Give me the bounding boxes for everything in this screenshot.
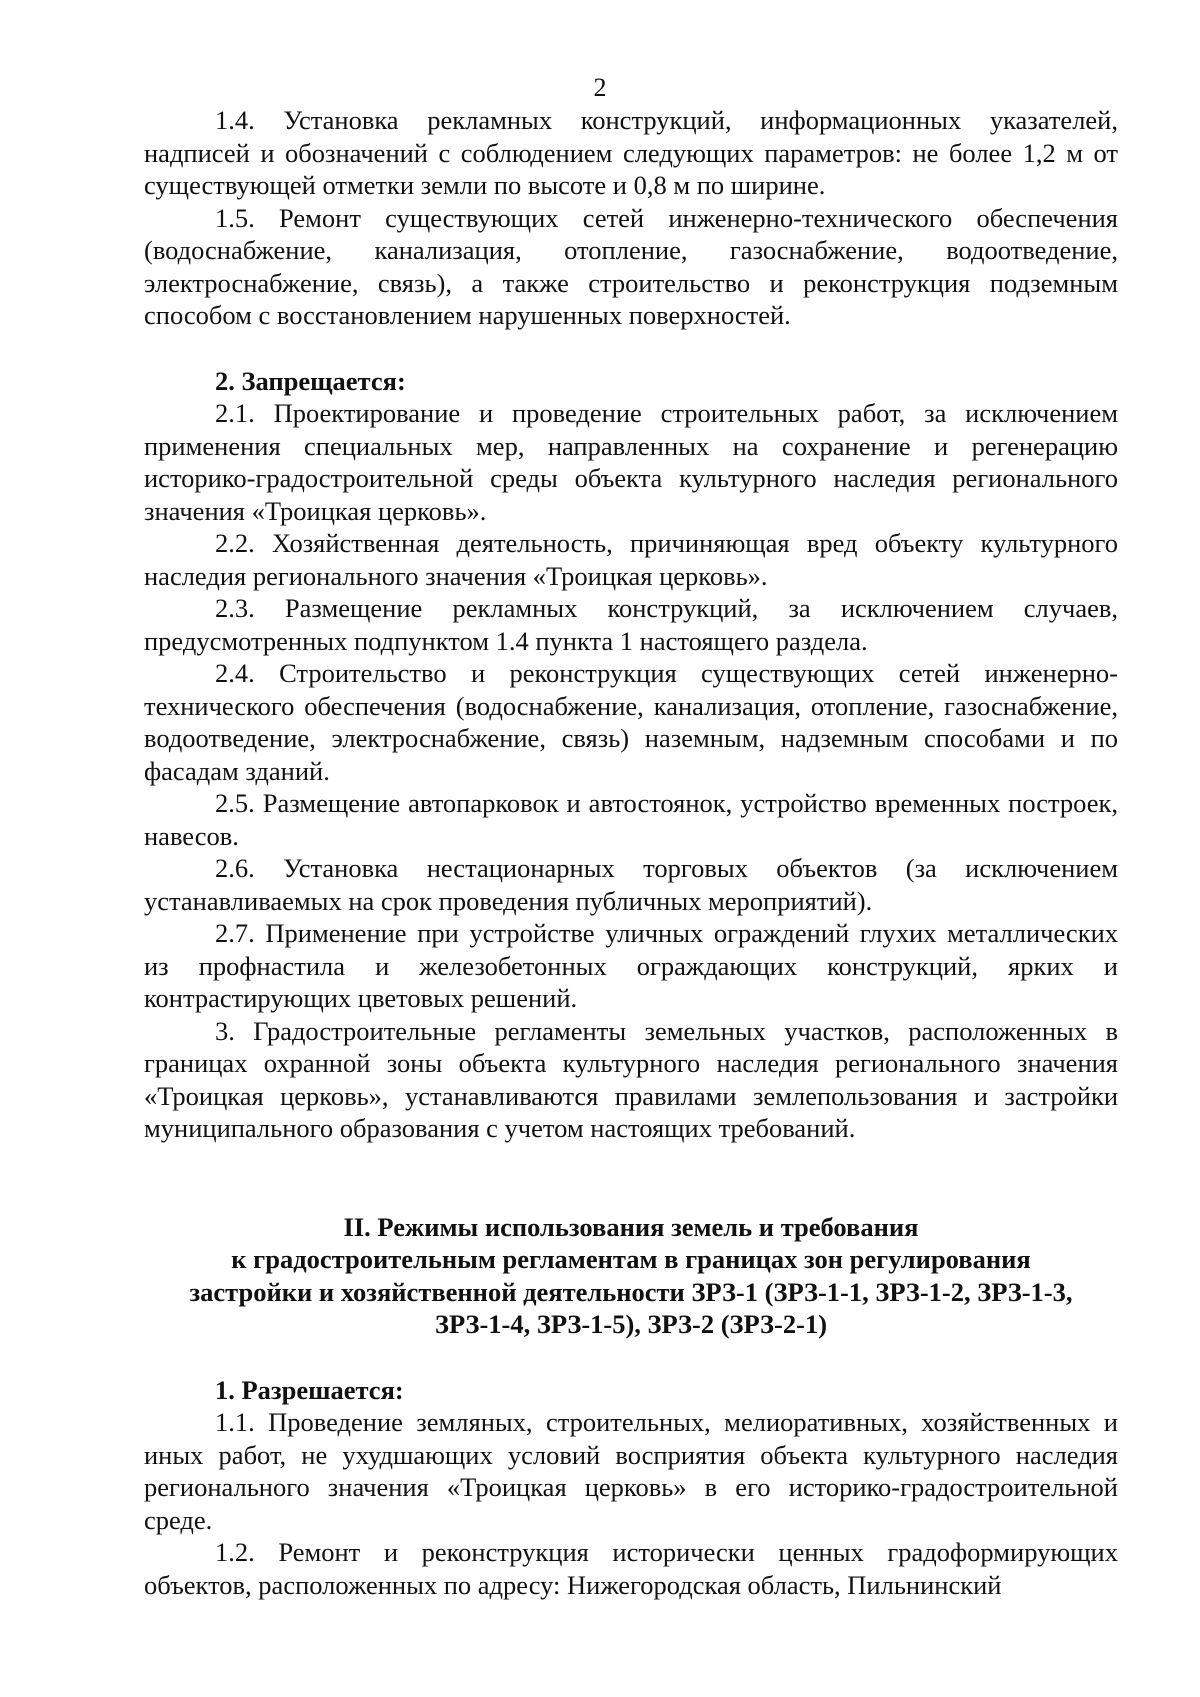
section-title-line: застройки и хозяйственной деятельности ЗРЗ-1 (ЗРЗ-1-1, ЗРЗ-1-2, ЗРЗ-1-3, xyxy=(189,1276,1073,1307)
page-number: 2 xyxy=(593,73,607,102)
paragraph-2-3: 2.3. Размещение рекламных конструкций, за исключением случаев, предусмотренных подпунктом 1.4 пункта 1 настоящего раздела. xyxy=(144,593,1118,656)
heading-prohibited: 2. Запрещается: xyxy=(215,365,406,396)
paragraph-2-4: 2.4. Строительство и реконструкция существующих сетей инженерно-технического обеспечения (водоснабжение, канализация, отопление, газоснабжение, водоотведение, электроснабжение, связь) наземным, надземным способами и по фасадам зданий. xyxy=(144,658,1118,786)
document-body xyxy=(144,104,1118,1601)
paragraph-2-1: 2.1. Проектирование и проведение строительных работ, за исключением применения специальных мер, направленных на сохранение и регенерацию историко-градостроительной среды объекта культурного наследия регионального значения «Троицкая церковь». xyxy=(144,398,1118,526)
section-title-line: ЗРЗ-1-4, ЗРЗ-1-5), ЗРЗ-2 (ЗРЗ-2-1) xyxy=(434,1309,828,1339)
paragraph-1-4: 1.4. Установка рекламных конструкций, информационных указателей, надписей и обозначений с соблюдением следующих параметров: не более 1,2 м от существующей отметки земли по высоте и 0,8 м по ширине. xyxy=(144,105,1118,200)
paragraph-2-5: 2.5. Размещение автопарковок и автостоянок, устройство временных построек, навесов. xyxy=(144,788,1118,851)
paragraph-3: 3. Градостроительные регламенты земельных участков, расположенных в границах охранной зоны объекта культурного наследия регионального значения «Троицкая церковь», устанавливаются правилами землепользования и застройки муниципального образования с учетом настоящих требований. xyxy=(144,1015,1118,1143)
section-title-ii xyxy=(144,1211,1118,1341)
paragraph-ii-1-1: 1.1. Проведение земляных, строительных, мелиоративных, хозяйственных и иных работ, не ухудшающих условий восприятия объекта культурного наследия регионального значения «Троицкая церковь» в его историко-градостроительной среде. xyxy=(144,1407,1118,1535)
paragraph-2-2: 2.2. Хозяйственная деятельность, причиняющая вред объекту культурного наследия регионального значения «Троицкая церковь». xyxy=(144,528,1118,591)
heading-permitted: 1. Разрешается: xyxy=(215,1374,404,1405)
section-title-line: к градостроительным регламентам в границах зон регулирования xyxy=(231,1244,1031,1274)
paragraph-2-7: 2.7. Применение при устройстве уличных ограждений глухих металлических из профнастила и железобетонных ограждающих конструкций, ярких и контрастирующих цветовых решений. xyxy=(144,918,1118,1013)
paragraph-2-6: 2.6. Установка нестационарных торговых объектов (за исключением устанавливаемых на срок проведения публичных мероприятий). xyxy=(144,853,1118,916)
paragraph-1-5: 1.5. Ремонт существующих сетей инженерно-технического обеспечения (водоснабжение, канализация, отопление, газоснабжение, водоотведение, электроснабжение, связь), а также строительство и реконструкция подземным способом с восстановлением нарушенных поверхностей. xyxy=(144,202,1118,330)
paragraph-ii-1-2: 1.2. Ремонт и реконструкция исторически ценных градоформирующих объектов, расположенных по адресу: Нижегородская область, Пильнинский xyxy=(144,1537,1118,1600)
section-title-line: II. Режимы использования земель и требования xyxy=(343,1211,919,1242)
